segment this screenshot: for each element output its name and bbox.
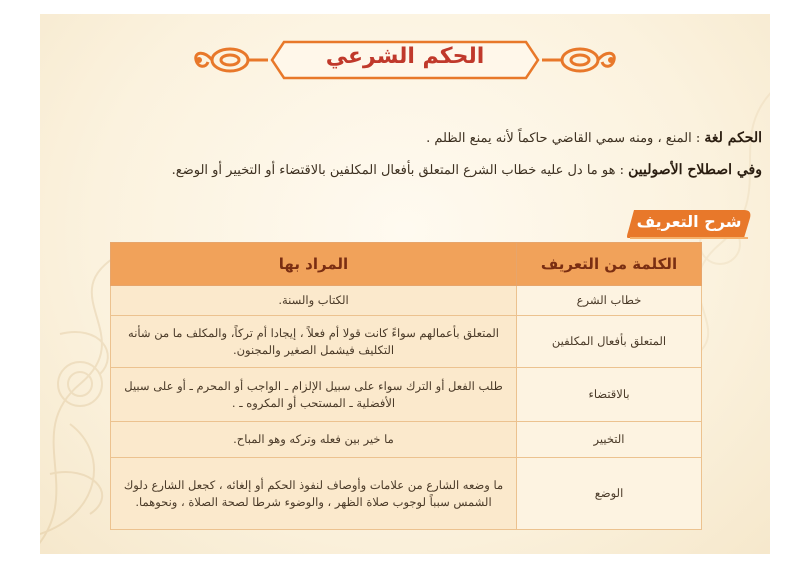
meaning-cell: طلب الفعل أو الترك سواء على سبيل الإلزام ـ الواجب أو المحرم ـ أو على سبيل الأفضلية ـ المستحب أو المكروه ـ . — [111, 368, 517, 422]
term-cell: خطاب الشرع — [517, 286, 702, 316]
table-row — [111, 458, 702, 530]
term-cell: المتعلق بأفعال المكلفين — [517, 316, 702, 368]
page — [40, 14, 770, 554]
meaning-cell: ما وضعه الشارع من علامات وأوصاف لنفوذ الحكم أو إلغائه ، كجعل الشارع دلوك الشمس سبباً لوجوب صلاة الظهر ، والوضوء شرطا لصحة الصلاة ، ونحوهما. — [111, 458, 517, 530]
section-heading-tab — [626, 208, 752, 240]
decorative-scroll-icon — [190, 42, 270, 78]
table-header-row — [111, 243, 702, 286]
meaning-cell: الكتاب والسنة. — [111, 286, 517, 316]
term-cell: التخيير — [517, 422, 702, 458]
table-row — [111, 286, 702, 316]
definition-term: الحكم لغة — [704, 130, 762, 146]
definition-term: وفي اصطلاح الأصوليين — [628, 162, 762, 178]
decorative-scroll-icon — [540, 42, 620, 78]
title-banner — [40, 36, 770, 86]
definition-linguistic — [426, 130, 762, 146]
definition-text: : المنع ، ومنه سمي القاضي حاكماً لأنه يمنع الظلم . — [426, 131, 705, 146]
definition-text: : هو ما دل عليه خطاب الشرع المتعلق بأفعال المكلفين بالاقتضاء أو التخيير أو الوضع. — [171, 163, 629, 178]
section-heading: شرح التعريف — [636, 212, 742, 231]
definition-technical — [172, 162, 762, 178]
table-row — [111, 316, 702, 368]
table-row — [111, 422, 702, 458]
column-header-word: الكلمة من التعريف — [517, 243, 702, 286]
column-header-meaning: المراد بها — [111, 243, 517, 286]
page-title: الحكم الشرعي — [325, 44, 485, 69]
table-row — [111, 368, 702, 422]
term-cell: الوضع — [517, 458, 702, 530]
meaning-cell: المتعلق بأعمالهم سواءً كانت قولا أم فعلاً ، إيجادا أم تركاً، والمكلف ما من شأنه التكليف فيشمل الصغير والمجنون. — [111, 316, 517, 368]
term-cell: بالاقتضاء — [517, 368, 702, 422]
definition-table — [110, 242, 702, 530]
page-title-box — [270, 40, 540, 80]
meaning-cell: ما خير بين فعله وتركه وهو المباح. — [111, 422, 517, 458]
